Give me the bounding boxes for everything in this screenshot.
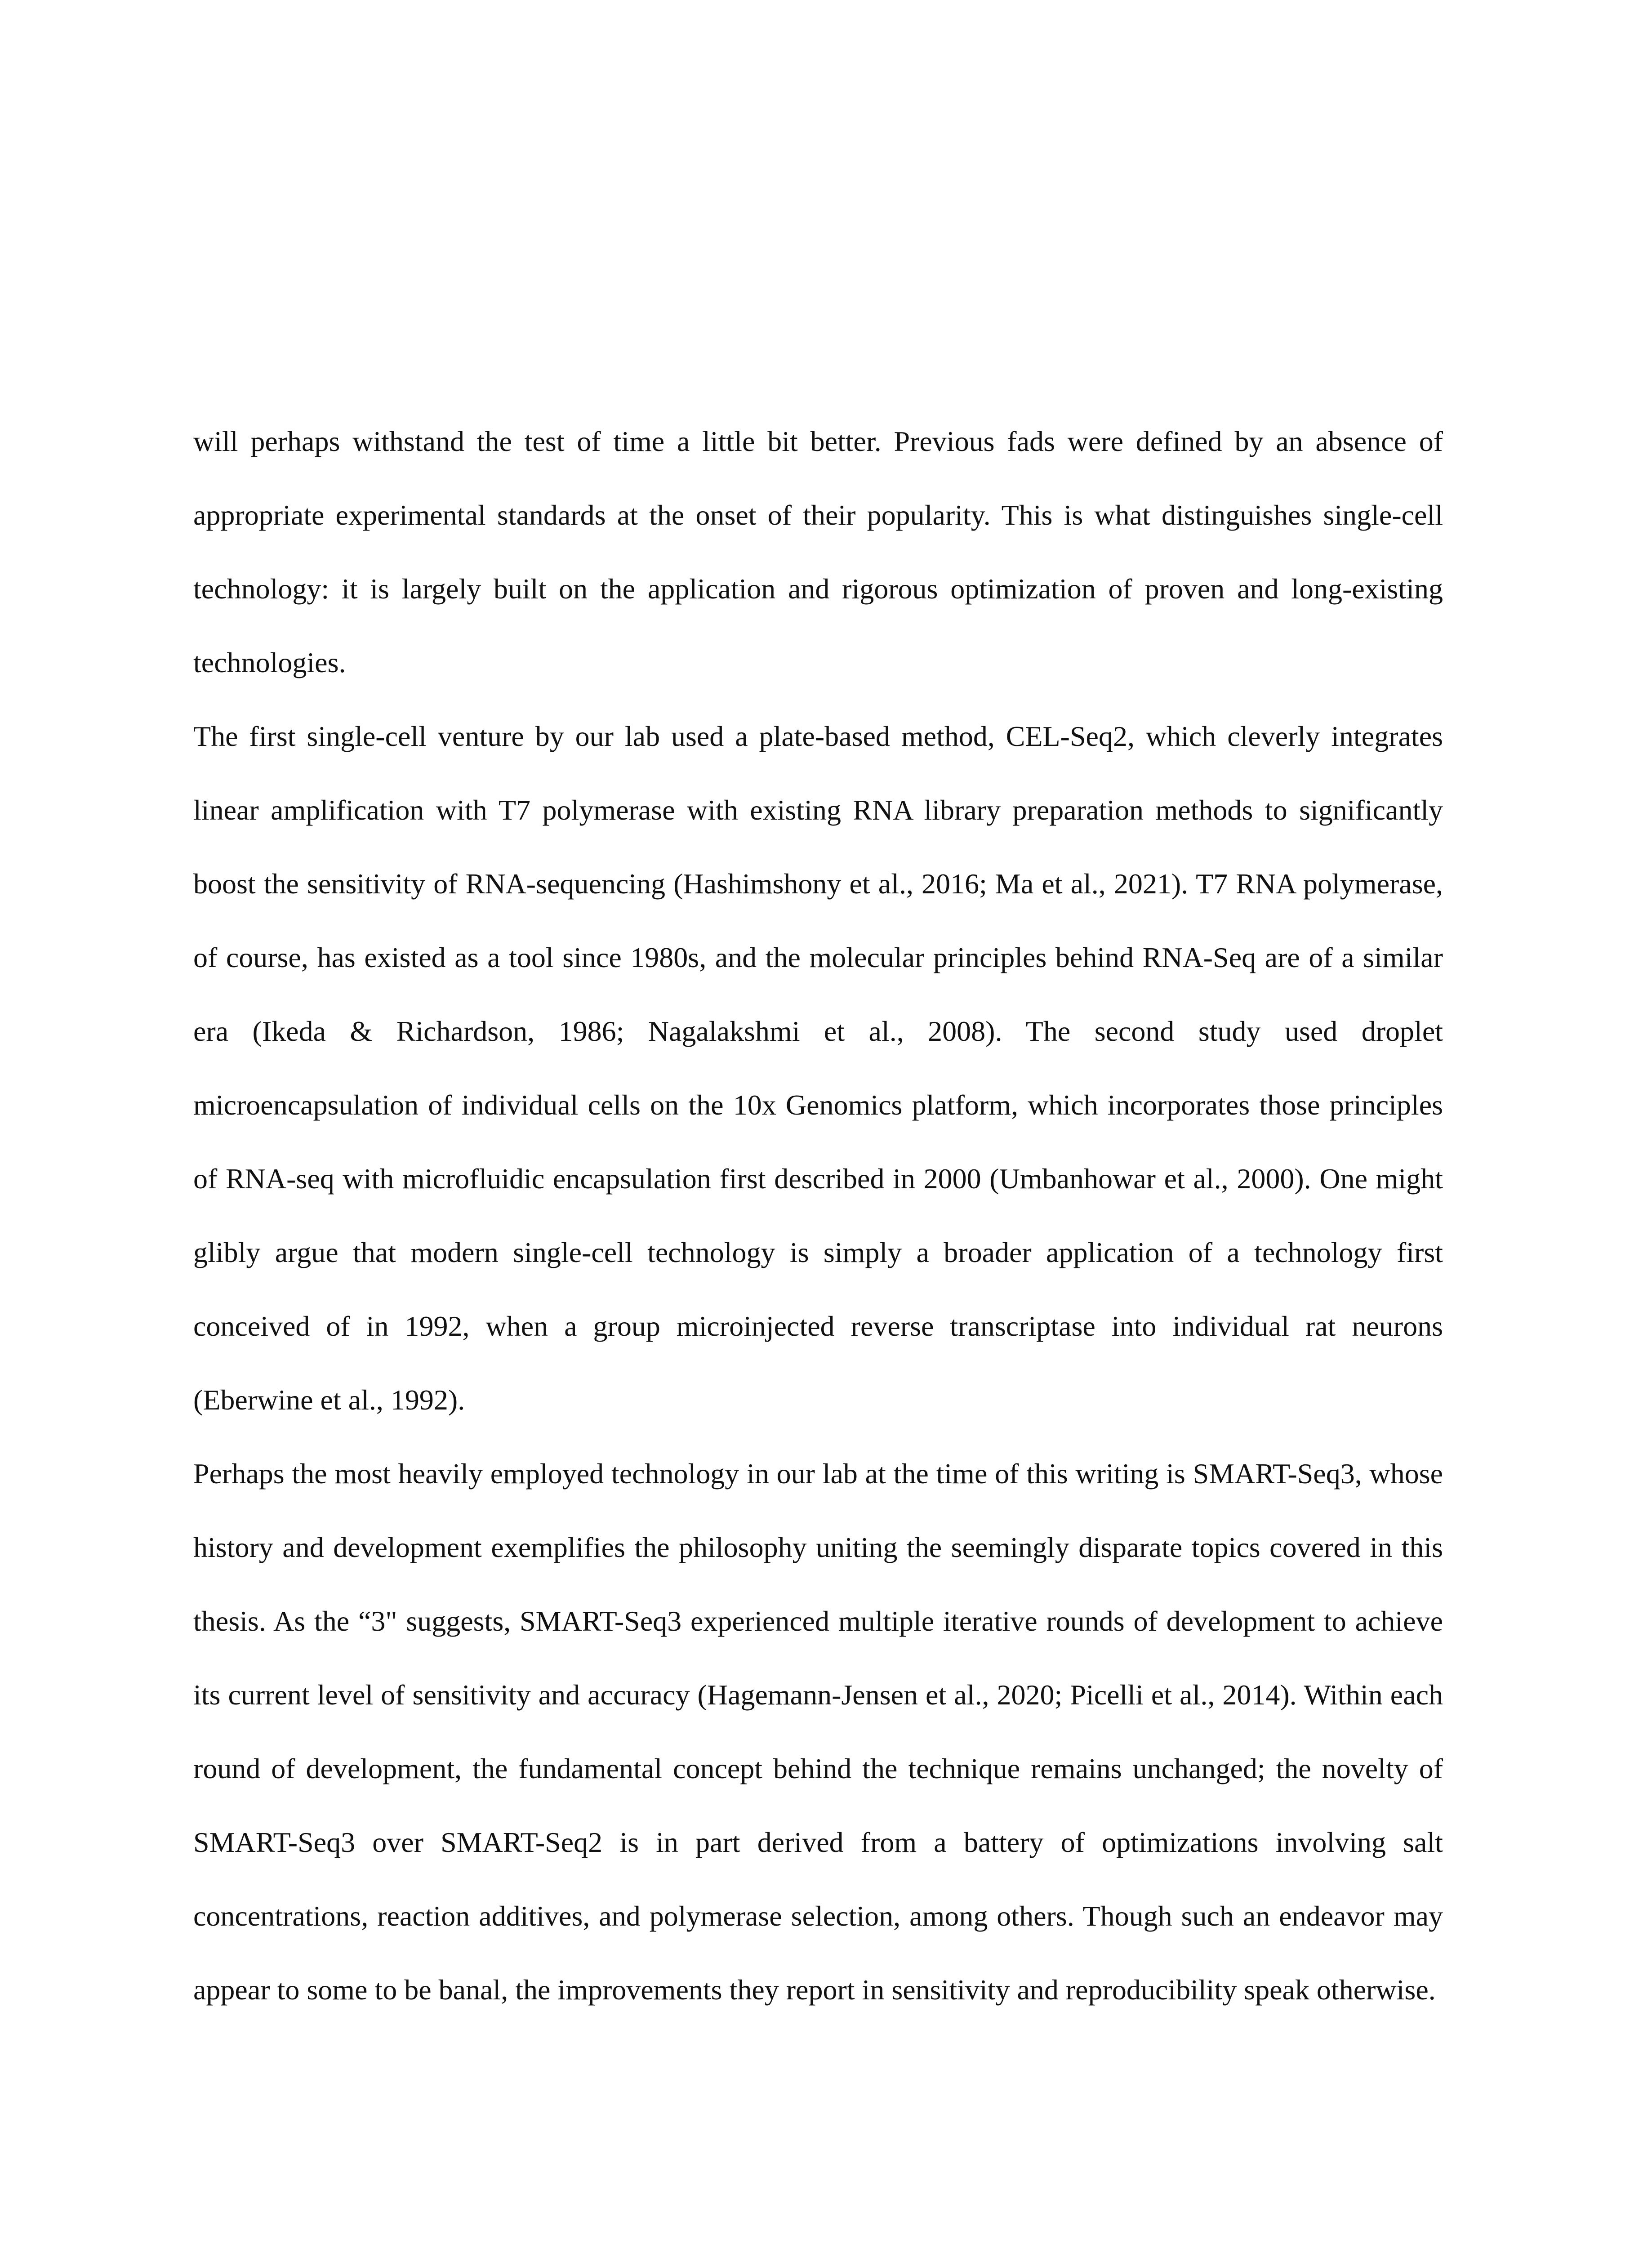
paragraph-cel-seq2: The first single-cell venture by our lab used a plate-based method, CEL-Seq2, which cleverly integrates linear amplification with T7 polymerase with existing RNA library preparation methods to significantly boost the sensitivity of RNA-sequencing (Hashimshony et al., 2016; Ma et al., 2021). T7 RNA polymerase, of course, has existed as a tool since 1980s, and the molecular principles behind RNA-Seq are of a similar era (Ikeda & Richardson, 1986; Nagalakshmi et al., 2008). The second study used droplet microencapsulation of individual cells on the 10x Genomics platform, which incorporates those principles of RNA-seq with microfluidic encapsulation first described in 2000 (Umbanhowar et al., 2000). One might glibly argue that modern single-cell technology is simply a broader application of a technology first conceived of in 1992, when a group microinjected reverse transcriptase into individual rat neurons (Eberwine et al., 1992). bbox=[193, 720, 1443, 1416]
body-text bbox=[193, 405, 1443, 2027]
paragraph-smart-seq3: Perhaps the most heavily employed technology in our lab at the time of this writing is SMART-Seq3, whose history and development exemplifies the philosophy uniting the seemingly disparate topics covered in this thesis. As the “3" suggests, SMART-Seq3 experienced multiple iterative rounds of development to achieve its current level of sensitivity and accuracy (Hagemann-Jensen et al., 2020; Picelli et al., 2014). Within each round of development, the fundamental concept behind the technique remains unchanged; the novelty of SMART-Seq3 over SMART-Seq2 is in part derived from a battery of optimizations involving salt concentrations, reaction additives, and polymerase selection, among others. Though such an endeavor may appear to some to be banal, the improvements they report in sensitivity and reproducibility speak otherwise. bbox=[193, 1458, 1443, 2006]
paragraph-continuation: will perhaps withstand the test of time a little bit better. Previous fads were defined by an absence of appropriate experimental standards at the onset of their popularity. This is what distinguishes single-cell technology: it is largely built on the application and rigorous optimization of proven and long-existing technologies. bbox=[193, 425, 1443, 678]
